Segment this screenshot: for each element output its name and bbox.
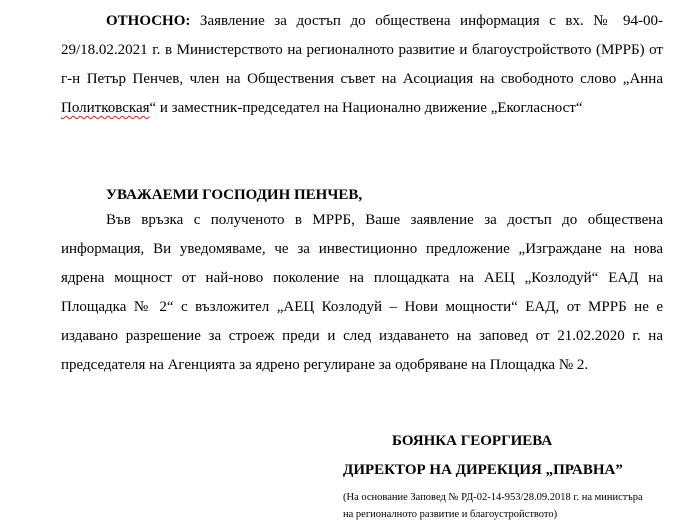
subject-text-end: “ и заместник-председател на Национално движение „Екогласност“ (149, 100, 583, 116)
signatory-name: БОЯНКА ГЕОРГИЕВА (392, 433, 553, 449)
spellcheck-flagged-word: Политковская (61, 100, 150, 116)
signatory-title: ДИРЕКТОР НА ДИРЕКЦИЯ „ПРАВНА” (343, 462, 623, 478)
subject-paragraph (61, 7, 663, 123)
signatory-authority-note: (На основание Заповед № РД-02-14-953/28.09.2018 г. на министъра на регионалното развитие и благоустройството) (343, 492, 643, 520)
subject-text: Заявление за достъп до обществена информация с вх. № 94-00-29/18.02.2021 г. в Министерството на регионалното развитие и благоустройството (МРРБ) от г-н Петър Пенчев, член на Обществения съвет на Асоциация на свободното слово „Анна (61, 13, 663, 87)
salutation: УВАЖАЕМИ ГОСПОДИН ПЕНЧЕВ, (106, 187, 363, 203)
body-paragraph (61, 206, 663, 380)
subject-label: ОТНОСНО: (106, 13, 191, 29)
body-text: Във връзка с полученото в МРРБ, Ваше заявление за достъп до обществена информация, Ви уведомяваме, че за инвестиционно предложение „Изграждане на нова ядрена мощност от най-ново поколение на площадката на АЕЦ „Козлодуй“ ЕАД на Площадка № 2“ с възложител „АЕЦ Козлодуй – Нови мощности“ ЕАД, от МРРБ не е издавано разрешение за строеж преди и след издаването на заповед от 21.02.2020 г. на председателя на Агенцията за ядрено регулиране за одобряване на Площадка № 2. (61, 212, 663, 373)
